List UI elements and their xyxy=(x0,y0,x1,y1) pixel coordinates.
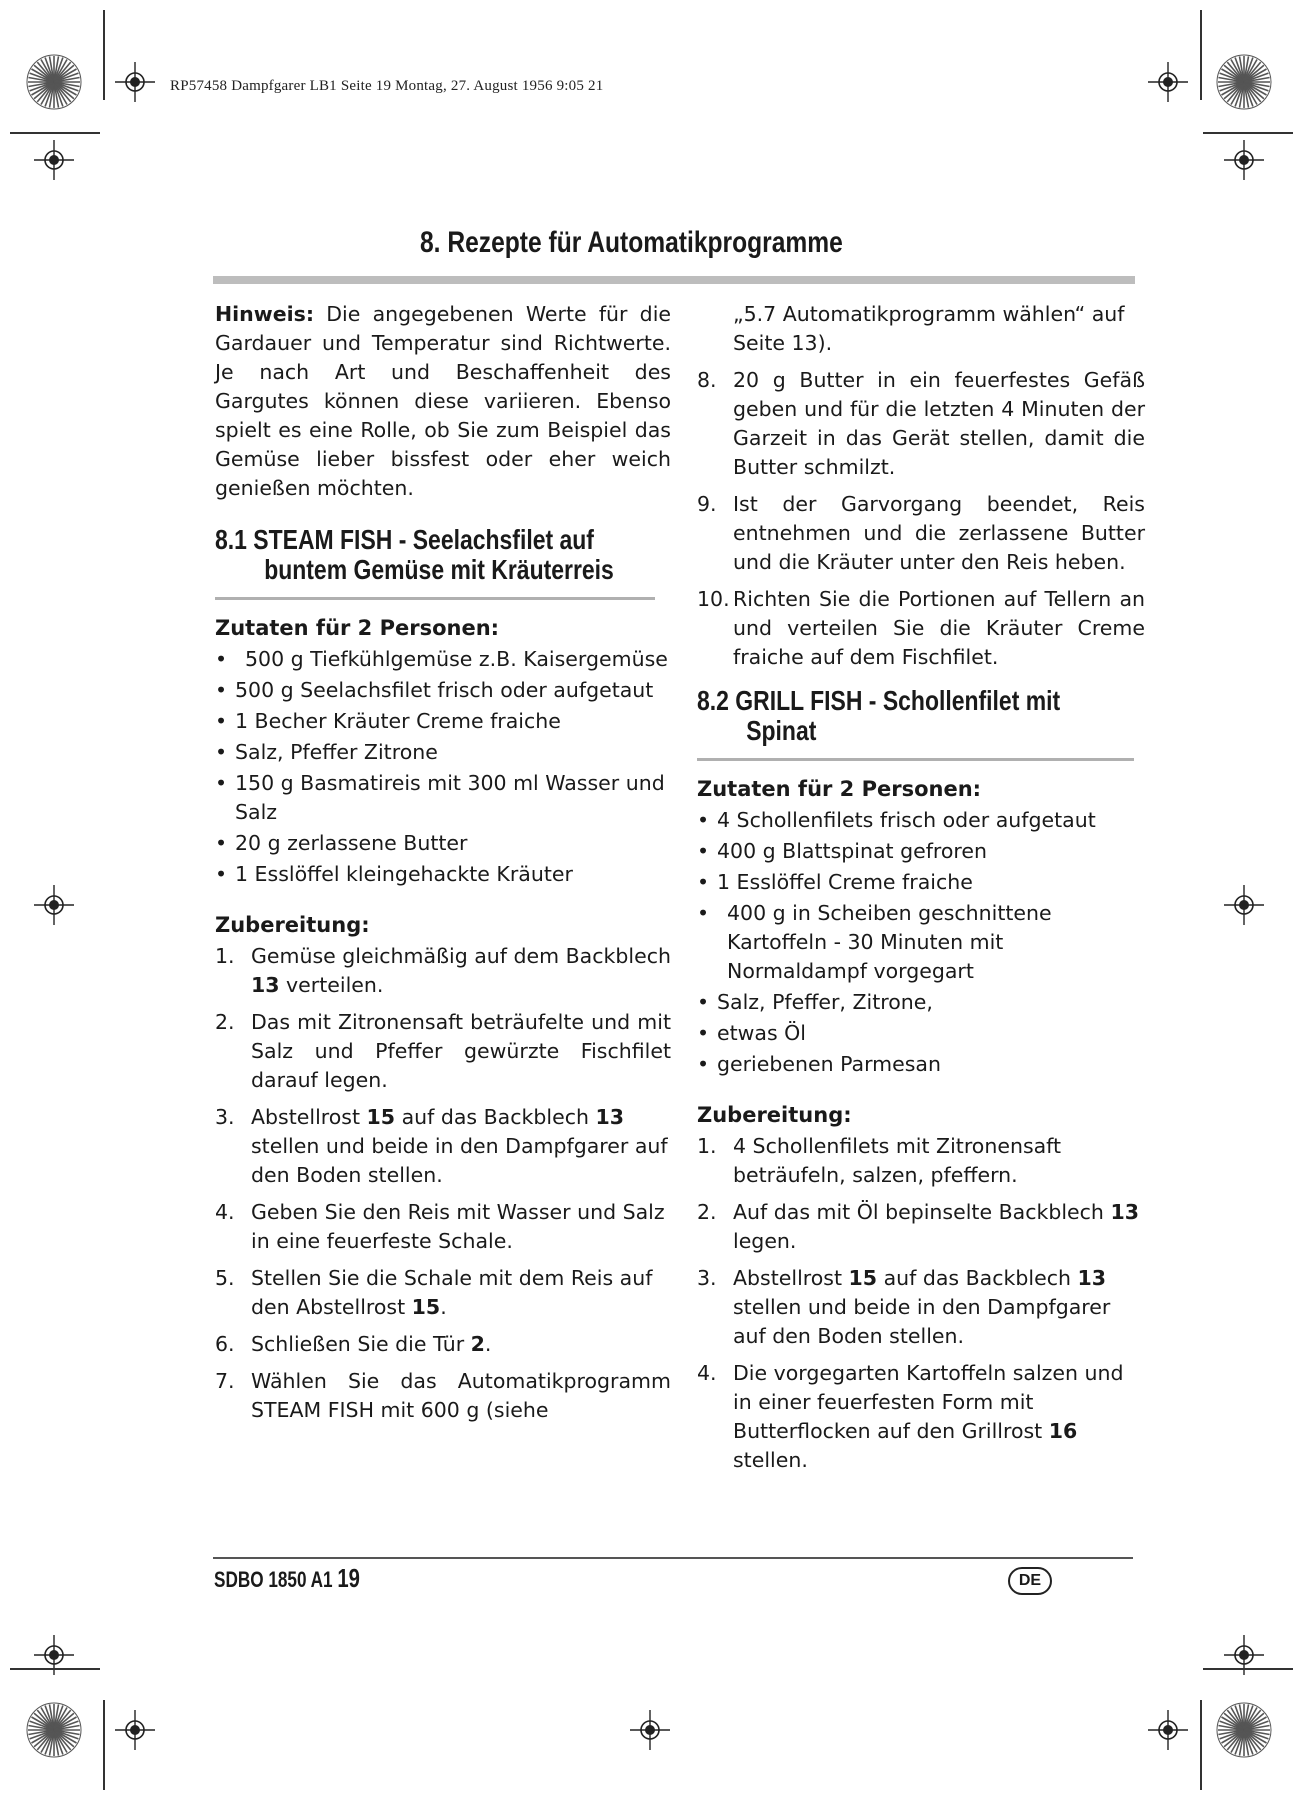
prep-steps xyxy=(215,942,671,1425)
list-item: 2. Das mit Zitronensaft beträufelte und mit Salz und Pfeffer gewürzte Fischfilet darauf legen. xyxy=(215,1010,671,1092)
note-paragraph xyxy=(215,300,671,503)
ingredients-list xyxy=(697,806,1145,1079)
note-label: Hinweis: xyxy=(215,302,315,326)
trim-line xyxy=(10,132,100,134)
section-title-8-2 xyxy=(697,686,1064,746)
list-item: • 1 Esslöffel Creme fraiche xyxy=(697,868,1145,897)
list-item: 3. Abstellrost 15 auf das Backblech 13 stellen und beide in den Dampfgarer auf den Boden stellen. xyxy=(215,1105,668,1187)
crosshair-mark xyxy=(115,1710,155,1750)
list-item: 5. Stellen Sie die Schale mit dem Reis auf den Abstellrost 15. xyxy=(215,1266,653,1319)
list-item: • Salz, Pfeffer Zitrone xyxy=(215,738,671,767)
crosshair-mark xyxy=(115,62,155,102)
right-column xyxy=(697,300,1145,1483)
footer-rule xyxy=(213,1557,1133,1559)
list-item: • 4 Schollenfilets frisch oder aufgetaut xyxy=(697,806,1145,835)
list-item: 6. Schließen Sie die Tür 2. xyxy=(215,1332,492,1356)
list-item: • 500 g Tiefkühlgemüse z.B. Kaisergemüse xyxy=(215,645,671,674)
list-item: • 400 g Blattspinat gefroren xyxy=(697,837,1145,866)
list-item: • geriebenen Parmesan xyxy=(697,1050,1145,1079)
list-item: • 150 g Basmatireis mit 300 ml Wasser und Salz xyxy=(215,769,671,827)
list-item: „5.7 Automatikprogramm wählen“ auf Seite 13). xyxy=(733,302,1125,355)
list-item: 1. Gemüse gleichmäßig auf dem Backblech 13 verteilen. xyxy=(215,944,671,997)
trim-line xyxy=(10,1668,100,1670)
print-header: RP57458 Dampfgarer LB1 Seite 19 Montag, 27. August 1956 9:05 21 xyxy=(170,78,604,94)
list-item: • etwas Öl xyxy=(697,1019,1145,1048)
registration-star-top-right xyxy=(1216,54,1272,110)
trim-line xyxy=(1203,1668,1293,1670)
list-item: • 1 Becher Kräuter Creme fraiche xyxy=(215,707,671,736)
note-text: Die angegebenen Werte für die Gardauer und Temperatur sind Richtwerte. Je nach Art und Beschaffenheit des Gargutes können diese variieren. Ebenso spielt es eine Rolle, ob Sie zum Beispiel das Gemüse lieber bissfest oder eher weich genießen möchten. xyxy=(215,302,671,500)
list-item: 8. 20 g Butter in ein feuerfestes Gefäß geben und für die letzten 4 Minuten der Garzeit in das Gerät stellen, damit die Butter schmilzt. xyxy=(697,368,1145,479)
crosshair-mark xyxy=(1224,140,1264,180)
trim-line xyxy=(1200,1700,1202,1790)
crosshair-mark xyxy=(34,885,74,925)
crosshair-mark xyxy=(1148,62,1188,102)
ingredients-heading: Zutaten für 2 Personen: xyxy=(215,616,500,640)
ingredients-heading: Zutaten für 2 Personen: xyxy=(697,777,982,801)
prep-steps-continued xyxy=(697,300,1145,672)
registration-star-bottom-left xyxy=(26,1702,82,1758)
section-title-line1: 8.2 GRILL FISH - Schollenfilet mit xyxy=(697,685,1061,716)
crosshair-mark xyxy=(1224,885,1264,925)
section-title-line2: buntem Gemüse mit Kräuterreis xyxy=(264,554,614,585)
list-item: • Salz, Pfeffer, Zitrone, xyxy=(697,988,1145,1017)
prep-steps xyxy=(697,1132,1145,1475)
page-title: 8. Rezepte für Automatikprogramme xyxy=(420,226,843,259)
crosshair-mark xyxy=(34,140,74,180)
section-rule xyxy=(215,597,655,600)
title-rule xyxy=(213,276,1135,284)
trim-line xyxy=(1203,132,1293,134)
registration-star-top-left xyxy=(26,54,82,110)
list-item: 4. Die vorgegarten Kartoffeln salzen und in einer feuerfesten Form mit Butterflocken auf den Grillrost 16 stellen. xyxy=(697,1361,1124,1472)
left-column xyxy=(215,300,671,1433)
crosshair-mark xyxy=(1148,1710,1188,1750)
ingredients-list xyxy=(215,645,671,889)
list-item: 10. Richten Sie die Portionen auf Tellern an und verteilen Sie die Kräuter Creme fraiche auf dem Fischfilet. xyxy=(697,587,1145,669)
trim-line xyxy=(103,10,105,100)
language-badge: DE xyxy=(1008,1567,1052,1595)
section-title-line1: 8.1 STEAM FISH - Seelachsfilet auf xyxy=(215,524,594,555)
list-item: 3. Abstellrost 15 auf das Backblech 13 stellen und beide in den Dampfgarer auf den Boden stellen. xyxy=(697,1266,1111,1348)
list-item: • 20 g zerlassene Butter xyxy=(215,829,671,858)
list-item: 9. Ist der Garvorgang beendet, Reis entnehmen und die zerlassene Butter und die Kräuter unter den Reis heben. xyxy=(697,492,1145,574)
trim-line xyxy=(1200,10,1202,100)
list-item: 2. Auf das mit Öl bepinselte Backblech 13 legen. xyxy=(697,1200,1139,1253)
section-rule xyxy=(697,758,1134,761)
prep-heading: Zubereitung: xyxy=(697,1103,852,1127)
page-number: 19 xyxy=(337,1563,360,1593)
trim-line xyxy=(103,1700,105,1790)
list-item: 4. Geben Sie den Reis mit Wasser und Salz in eine feuerfeste Schale. xyxy=(215,1200,665,1253)
section-title-line2: Spinat xyxy=(746,715,817,746)
list-item: 1. 4 Schollenfilets mit Zitronensaft beträufeln, salzen, pfeffern. xyxy=(697,1134,1062,1187)
list-item: • 500 g Seelachsfilet frisch oder aufgetaut xyxy=(215,676,671,705)
list-item: • 400 g in Scheiben geschnittene Kartoffeln - 30 Minuten mit Normaldampf vorgegart xyxy=(697,899,1145,986)
crosshair-mark xyxy=(630,1710,670,1750)
footer-model: SDBO 1850 A1 19 xyxy=(214,1563,360,1593)
list-item: 7. Wählen Sie das Automatikprogramm STEAM FISH mit 600 g (siehe xyxy=(215,1369,671,1422)
list-item: • 1 Esslöffel kleingehackte Kräuter xyxy=(215,860,671,889)
registration-star-bottom-right xyxy=(1216,1702,1272,1758)
prep-heading: Zubereitung: xyxy=(215,913,370,937)
section-title-8-1 xyxy=(215,524,614,585)
